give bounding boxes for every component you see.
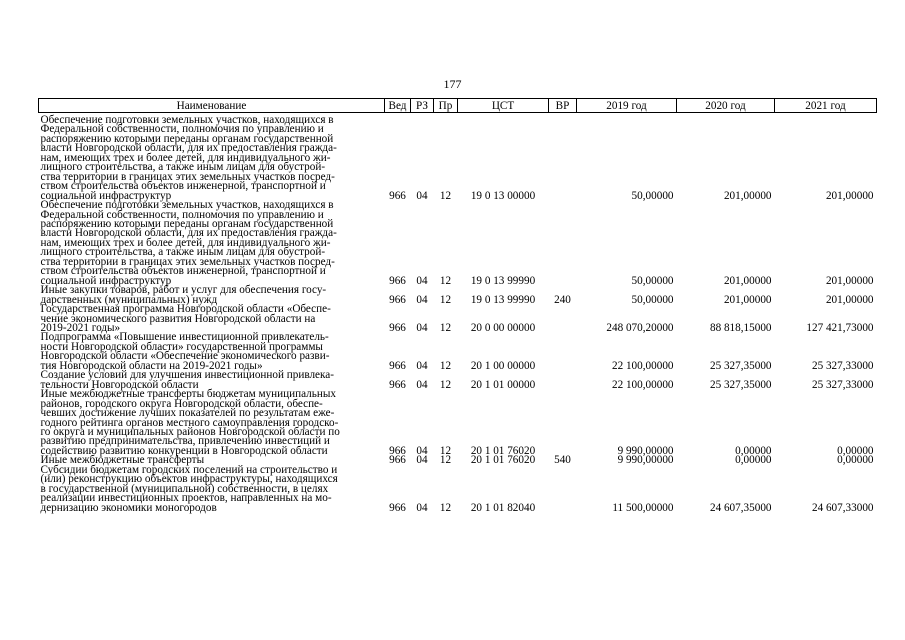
cell-y2021: 0,00000 bbox=[837, 454, 874, 467]
cell-pr: 12 bbox=[439, 293, 452, 306]
cell-pr: 12 bbox=[439, 274, 452, 287]
cell-ved: 966 bbox=[389, 378, 406, 391]
table-row bbox=[39, 466, 877, 513]
cell-cst: 20 0 00 00000 bbox=[470, 321, 536, 334]
cell-name: Иные межбюджетные трансферты bbox=[40, 454, 205, 467]
header-rz: РЗ bbox=[411, 99, 434, 113]
cell-pr: 12 bbox=[439, 444, 452, 457]
table-row bbox=[39, 201, 877, 286]
cell-ved: 966 bbox=[389, 274, 406, 287]
cell-y2020: 25 327,35000 bbox=[709, 378, 772, 391]
cell-vr bbox=[549, 466, 577, 513]
cell-rz: 04 bbox=[416, 293, 428, 306]
cell-y2020: 0,00000 bbox=[735, 454, 772, 467]
cell-name: Создание условий для улучшения инвестиционной привлека- тельности Новгородской области bbox=[40, 369, 334, 391]
cell-vr bbox=[549, 305, 577, 333]
header-pr: Пр bbox=[434, 99, 458, 113]
cell-pr: 12 bbox=[439, 321, 452, 334]
cell-y2019: 50,00000 bbox=[631, 293, 674, 306]
header-2019: 2019 год bbox=[577, 99, 677, 113]
cell-cst: 20 1 00 00000 bbox=[470, 359, 536, 372]
cell-name: Субсидии бюджетам городских поселений на строительство и (или) реконструкцию объектов инфраструктуры, находящихся в государственной (муниципальной) собственности, в целях реализации инвестиционных проектов, направленных на мо- дернизацию экономики моногородов bbox=[40, 463, 338, 514]
cell-pr: 12 bbox=[439, 378, 452, 391]
cell-rz: 04 bbox=[416, 378, 428, 391]
cell-cst: 20 1 01 00000 bbox=[470, 378, 536, 391]
header-cst: ЦСТ bbox=[458, 99, 549, 113]
cell-name: Обеспечение подготовки земельных участков, находящихся в Федеральной собственности, полномочия по управлению и распоряжению которыми переданы органам государственной власти Новгородской области, для их предоставления гражда- нам, имеющих трех и более детей, для индивидуального жи- лищного строительства, а также иным лицам для обустрой- ства территории в границах этих земельных участков посред- ством строительства объектов инженерной, транспортной и социальной инфраструктур bbox=[40, 114, 337, 202]
header-ved: Вед bbox=[385, 99, 411, 113]
cell-y2021: 201,00000 bbox=[825, 189, 874, 202]
cell-y2021: 25 327,33000 bbox=[811, 378, 874, 391]
cell-y2021: 201,00000 bbox=[825, 293, 874, 306]
header-name: Наименование bbox=[39, 99, 385, 113]
table-header bbox=[39, 99, 877, 113]
table-row bbox=[39, 305, 877, 333]
cell-y2021: 0,00000 bbox=[837, 444, 874, 457]
cell-y2019: 22 100,00000 bbox=[611, 359, 674, 372]
cell-pr: 12 bbox=[439, 189, 452, 202]
cell-y2020: 201,00000 bbox=[723, 189, 772, 202]
cell-ved: 966 bbox=[389, 321, 406, 334]
cell-vr bbox=[549, 371, 577, 390]
budget-table bbox=[38, 98, 877, 513]
cell-rz: 04 bbox=[416, 501, 428, 514]
header-2021: 2021 год bbox=[775, 99, 877, 113]
cell-y2021: 201,00000 bbox=[825, 274, 874, 287]
cell-y2019: 11 500,00000 bbox=[612, 501, 674, 514]
cell-y2020: 0,00000 bbox=[735, 444, 772, 457]
cell-cst: 19 0 13 99990 bbox=[470, 293, 536, 306]
cell-y2019: 50,00000 bbox=[631, 189, 674, 202]
cell-ved: 966 bbox=[389, 189, 406, 202]
cell-rz: 04 bbox=[416, 444, 428, 457]
cell-pr: 12 bbox=[439, 501, 452, 514]
cell-y2020: 24 607,35000 bbox=[709, 501, 772, 514]
cell-cst: 20 1 01 82040 bbox=[470, 501, 536, 514]
cell-name: Обеспечение подготовки земельных участков, находящихся в Федеральной собственности, полномочия по управлению и распоряжению которыми переданы органам государственной власти Новгородской области, для их предоставления гражда- нам, имеющих трех и более детей, для индивидуального жи- лищного строительства, а также иным лицам для обустрой- ства территории в границах этих земельных участков посред- ством строительства объектов инженерной, транспортной и социальной инфраструктур bbox=[40, 199, 337, 287]
cell-y2020: 88 818,15000 bbox=[709, 321, 772, 334]
cell-cst: 20 1 01 76020 bbox=[470, 454, 536, 467]
cell-name: Иные межбюджетные трансферты бюджетам муниципальных районов, городского округа Новгородской области, обеспе- чевших достижение лучших показателей по результатам еже- годного рейтинга органов местного самоуправления городско- го округа и муниципальных районов Новгородской области по развитию предпринимательства, привлечению инвестиций и содействию развитию конкуренции в Новгородской области bbox=[40, 388, 340, 457]
cell-y2020: 25 327,35000 bbox=[709, 359, 772, 372]
table-body bbox=[39, 113, 877, 514]
cell-y2021: 25 327,33000 bbox=[811, 359, 874, 372]
cell-vr bbox=[549, 201, 577, 286]
cell-name: Подпрограмма «Повышение инвестиционной привлекатель- ности Новгородской области» государственной программы Новгородской области «Обеспечение экономического разви- тия Новгородской области на 2019-2021 годы» bbox=[40, 331, 330, 372]
cell-cst: 20 1 01 76020 bbox=[470, 444, 536, 457]
cell-y2019: 9 990,00000 bbox=[617, 454, 674, 467]
cell-ved: 966 bbox=[389, 444, 406, 457]
cell-ved: 966 bbox=[389, 454, 406, 467]
cell-rz: 04 bbox=[416, 359, 428, 372]
cell-ved: 966 bbox=[389, 359, 406, 372]
cell-cst: 19 0 13 00000 bbox=[470, 189, 536, 202]
cell-y2019: 248 070,20000 bbox=[606, 321, 674, 334]
cell-vr bbox=[549, 390, 577, 456]
cell-vr: 240 bbox=[554, 293, 571, 306]
cell-name: Иные закупки товаров, работ и услуг для обеспечения госу- дарственных (муниципальных) нужд bbox=[40, 284, 327, 306]
cell-rz: 04 bbox=[416, 274, 428, 287]
cell-cst: 19 0 13 99990 bbox=[470, 274, 536, 287]
cell-y2019: 9 990,00000 bbox=[617, 444, 674, 457]
cell-rz: 04 bbox=[416, 189, 428, 202]
table-row bbox=[39, 390, 877, 456]
cell-vr bbox=[549, 333, 577, 371]
cell-rz: 04 bbox=[416, 454, 428, 467]
cell-y2021: 24 607,33000 bbox=[811, 501, 874, 514]
table-row bbox=[39, 113, 877, 202]
cell-ved: 966 bbox=[389, 501, 406, 514]
cell-pr: 12 bbox=[439, 454, 452, 467]
page-number: 177 bbox=[443, 77, 462, 91]
cell-vr: 540 bbox=[554, 454, 571, 467]
cell-vr bbox=[549, 113, 577, 202]
cell-name: Государственная программа Новгородской области «Обеспе- чение экономического развития Новгородской области на 2019-2021 годы» bbox=[40, 303, 331, 334]
cell-pr: 12 bbox=[439, 359, 452, 372]
cell-y2019: 22 100,00000 bbox=[611, 378, 674, 391]
cell-ved: 966 bbox=[389, 293, 406, 306]
cell-rz: 04 bbox=[416, 321, 428, 334]
cell-y2019: 50,00000 bbox=[631, 274, 674, 287]
header-2020: 2020 год bbox=[677, 99, 775, 113]
cell-y2020: 201,00000 bbox=[723, 293, 772, 306]
cell-y2020: 201,00000 bbox=[723, 274, 772, 287]
cell-y2021: 127 421,73000 bbox=[806, 321, 874, 334]
header-vr: ВР bbox=[549, 99, 577, 113]
table-row bbox=[39, 333, 877, 371]
